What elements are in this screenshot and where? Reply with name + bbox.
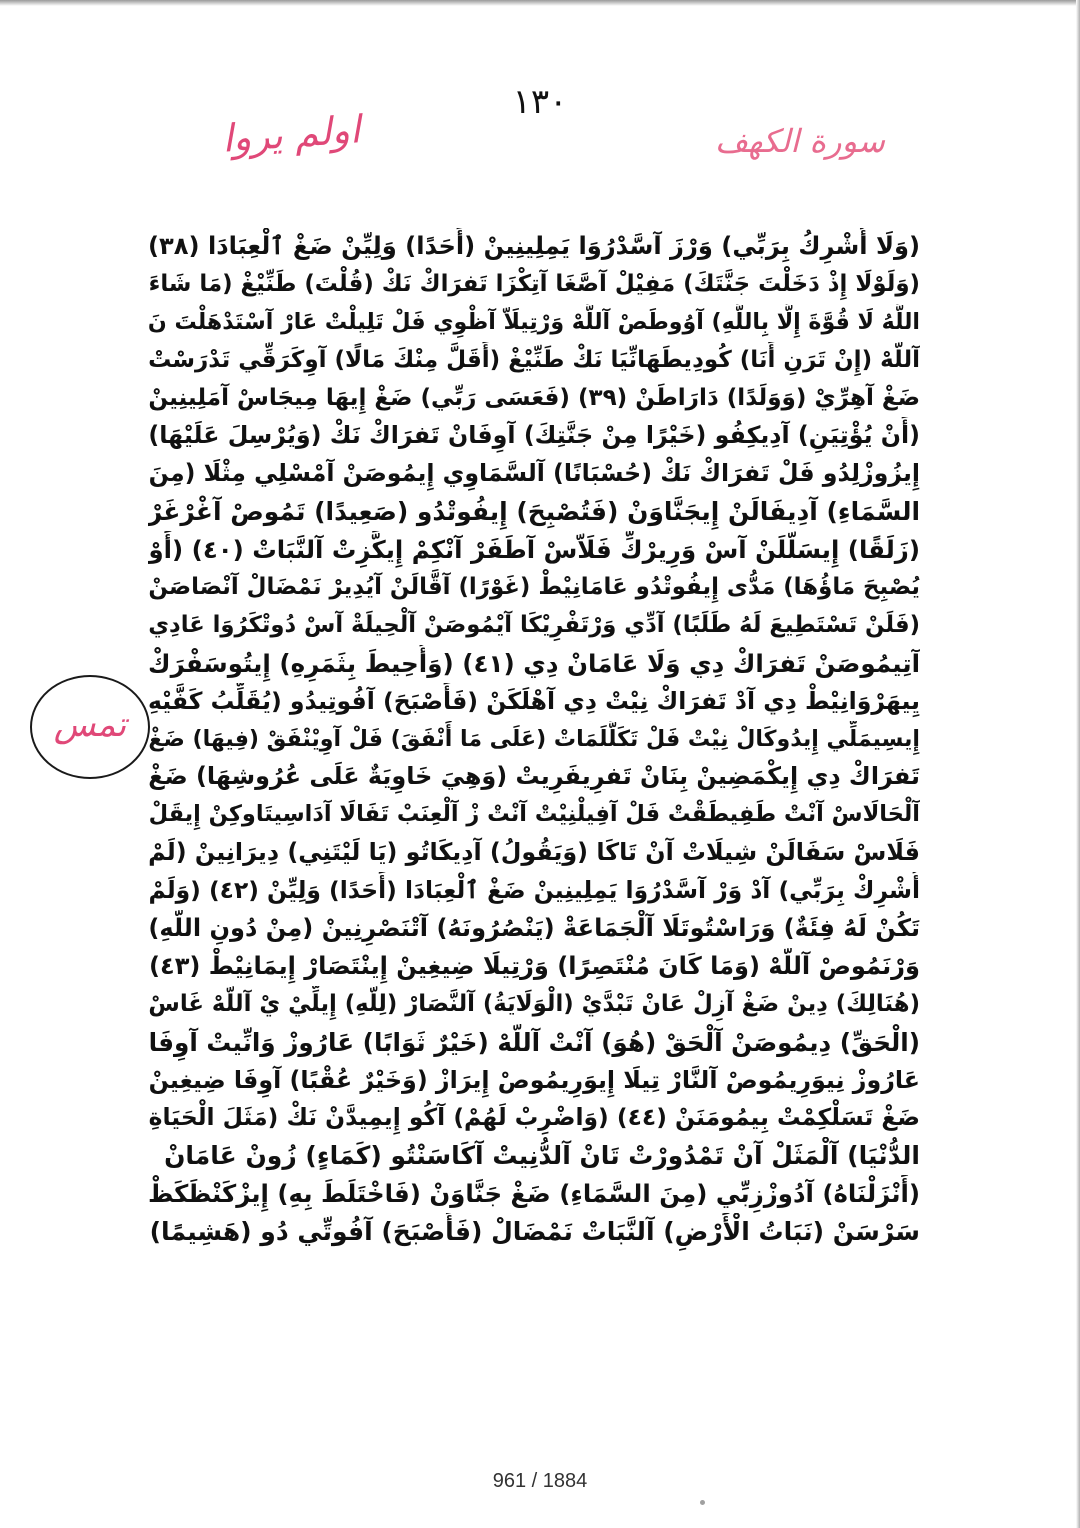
text-line: فَلَاسْ سَفَالَنْ شِيلَاتْ آنْ تَاكَا (وَيَقُولُ) آدِيكَاتُو (يَا لَيْتَنِي) دِيرَانِينْ (لَمْ bbox=[148, 838, 920, 867]
text-line: تَفرَاكْ دِي إِيكْمَضِينْ بِنَانْ تَفرِيفَرِيتْ (وَهِيَ خَاوِيَةٌ عَلَى عُرُوشِهَا) ضَغْ bbox=[148, 762, 920, 791]
text-line: (الْحَقِّ) دِيمُوصَنْ آلْحَقْ (هُوَ) آنْتْ آللَّهْ (خَيْرٌ ثَوَابًا) عَارُوزْ وَانِّيتْ آوِفَا bbox=[148, 1027, 920, 1057]
margin-note-text: تمس bbox=[53, 705, 127, 745]
text-line: ضَغْ آهِرِّيْ (وَوَلَدًا) دَارَاطَنْ (٣٩) (فَعَسَى رَبِّي) ضَغْ إِيهَا مِيجَاسْ آمَلِينِينْ bbox=[148, 384, 920, 411]
text-line: يُصْبِحَ مَاؤُهَا) مَدُّى إِيفُوتْدُو عَامَانِيْطْ (غَوْرًا) آقَّالَنْ آيُدِيرْ نَمْضَالْ آنْصَاصَنْ bbox=[148, 574, 920, 601]
text-line: (هُنَالِكَ) دِينْ ضَغْ آزِلْ عَانْ تَبْدَّيْ (الْوَلَايَةُ) آلنَّصَارْ (لِلَّهِ) إِيلِّيْ يْ آللَّهْ غَاسْ bbox=[148, 990, 920, 1017]
scan-edge-right bbox=[1076, 0, 1080, 1528]
text-line: (وَلَا أُشْرِكُ بِرَبِّي) وَرْزَ آسَّدْرُوَا يَمِلِينِينْ (أَحَدًا) وَلِيِّنْ ضَغْ ٱلْعِبَادَا (٣٨) bbox=[148, 232, 920, 260]
text-line: آلْحَالَاسْ آنْتْ طَفِيطَقْتْ فَلْ آفِيلْنِيْتْ آنْتْ زْ آلْعِنَبْ تَفَالَا آدَاسِيتَاوكِنْ إِيقَلْ bbox=[148, 801, 920, 828]
text-line: (وَلَوْلَا إِذْ دَخَلْتَ جَنَّتَكَ) مَفِيْلْ آصَّغَا آتِكْزَا تَفرَاكْ نَكْ (قُلْتَ) طَنِّيْغْ (مَا شَاءَ bbox=[148, 270, 920, 297]
text-line: (فَلَنْ تَسْتَطِيعَ لَهُ طَلَبًا) آدِّي وَرْتَفْرِيْكَا آيْمُوصَنْ آلْحِيلَةْ آسْ دُوتْكَرُوَا عَادِي bbox=[148, 611, 920, 638]
scan-edge-top bbox=[0, 0, 1080, 6]
scan-speck bbox=[700, 1500, 705, 1505]
text-line: ضَغْ تَسَلْكِمْتْ بِيمُومَنَنْ (٤٤) (وَاضْرِبْ لَهُمْ) آكُو إِيمِيدَّنْ نَكْ (مَثَلَ الْحَيَاةِ bbox=[148, 1103, 920, 1132]
margin-circle-annotation bbox=[30, 675, 150, 779]
text-line: إِيزُوزْلِدُو فَلْ تَفرَاكْ نَكْ (حُسْبَانًا) آلسَّمَاوِي إِيمُوصَنْ آمْسْلِي مِثْلَا (مِنَ bbox=[148, 459, 920, 488]
text-line: سَرْسَنْ (نَبَاتُ الْأَرْضِ) آلنَّبَاتْ نَمْضَالْ (فَأَصْبَحَ) آفُوتِّي دُو (هَشِيمًا) bbox=[149, 1217, 920, 1247]
text-line: آتِيمُوصَنْ تَفرَاكْ دِي وَلَا عَامَانْ دِي (٤١) (وَأُحِيطَ بِثَمَرِهِ) إِيتُوسَفْرَكْ bbox=[148, 648, 920, 678]
body-text bbox=[148, 228, 920, 1251]
text-line: السَّمَاءِ) آدِيفَالَنْ إِيجَنَّاوَنْ (فَتُصْبِحَ) إِيفُوتْدُو (صَعِيدًا) تَمُوصْ آغْرْغَرْ bbox=[148, 497, 920, 527]
handwritten-surah-name: سورة الكهف bbox=[715, 122, 885, 160]
page-number: ١٣٠ bbox=[512, 82, 568, 122]
pdf-page-counter: 961 / 1884 bbox=[492, 1470, 588, 1492]
text-line: عَارُوزْ نِيوَرِيمُوصْ آلنَّارْ تِيلَا إِيوَرِيمُوصْ إِيرَازْ (وَخَيْرٌ عُقْبًا) آوِفَا ضِيغِينْ bbox=[148, 1065, 920, 1094]
text-line: أُشْرِكْ بِرَبِّي) آدْ وَرْ آسَّدْرُوَا يَمِلِينِينْ ضَغْ ٱلْعِبَادَا (أَحَدًا) وَلِيِّنْ (٤٢) (وَلَمْ bbox=[148, 876, 920, 905]
text-line: آللَّهْ (إِنْ تَرَنِ أَنَا) كُودِيطَهَانِّيَا نَكْ طَنِّيْغْ (أَقَلَّ مِنْكَ مَالًا) آوِكَرَقِّي تَدْرَسْتْ bbox=[148, 346, 920, 373]
text-line: الدُّنْيَا) آلْمَثَلْ آنْ تَمْدُورْتْ تَانْ آلدُّنِيتْ آكَاسَنْتُو (كَمَاءٍ) زُونْ عَامَانْ bbox=[164, 1141, 920, 1171]
text-line: (أَنْزَلْنَاهُ) آدُوزْزِبِّي (مِنَ السَّمَاءِ) ضَغْ جَنَّاوَنْ (فَاخْتَلَطَ بِهِ) إِيزْكَنْظَكَظْ bbox=[148, 1179, 920, 1209]
handwritten-section-note: اولم يروا bbox=[220, 107, 362, 161]
text-line: (أَنْ يُؤْتِيَنِ) آدِيكِفُو (خَيْرًا مِنْ جَنَّتِكَ) آوِفَانْ تَفرَاكْ نَكْ (وَيُرْسِلَ عَلَيْهَا) bbox=[148, 421, 920, 450]
text-line: (زَلَقًا) إِيسَلَّلَنْ آسْ وَرِيرْكِّ فَلَاّسْ آطَفَرْ آنْكِمْ إِيكَّزِتْ آلنَّبَاتْ (٤٠) (أَوْ bbox=[148, 535, 920, 565]
text-line: تَكُنْ لَهُ فِئَةٌ) وَرَاسْتُوتَلَا آلْجَمَاعَةْ (يَنْصُرُونَهُ) آتْنَصْرِنِينْ (مِنْ دُونِ اللَّهِ) bbox=[148, 914, 920, 943]
text-line: اللَّهُ لَا قُوَّةَ إِلَّا بِاللَّهِ) آوُوطَصْ آللَّهْ وَرْتِيلَاّ آظْوِي فَلْ تَلِيلْتْ عَارْ آسْتَدْهَلْتَ نَ bbox=[148, 308, 920, 335]
text-line: يِيهَرْوَانِيْطْ دِي آدْ تَفرَاكْ نِيْتْ دِي آهْلَكَنْ (فَأَصْبَحَ) آفُوتِيدُو (يُقَلِّبُ كَفَّيْهِ bbox=[148, 686, 920, 715]
text-line: إِيسِيمَلِّي إِيدُوكَالْ نِيْتْ فَلْ تَكَلَّلَمَاتْ (عَلَى مَا أَنْفَقَ) فَلْ آوِيْنْفَقْ (فِيهَا) ضَغْ bbox=[148, 726, 920, 752]
text-line: وَرْنَمُوصْ آللَّهْ (وَمَا كَانَ مُنْتَصِرًا) وَرْتِيلَا ضِيغِينْ إِينْتَصَارْ إِيمَانِيْطْ (٤٣) bbox=[148, 951, 920, 980]
